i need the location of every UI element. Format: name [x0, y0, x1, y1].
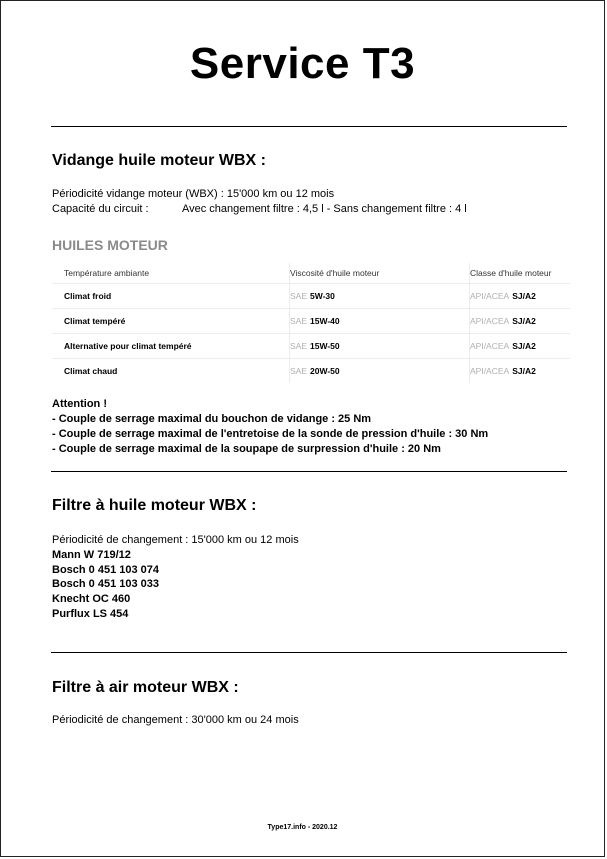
row-temperature: Climat froid	[64, 291, 112, 301]
table-row	[52, 334, 570, 359]
sae-prefix: SAE	[290, 341, 308, 351]
page-title: Service T3	[189, 39, 416, 88]
table-row	[52, 284, 570, 309]
api-prefix: API/ACEA	[470, 291, 510, 301]
row-viscosity	[289, 284, 460, 308]
section-heading-oil-filter: Filtre à huile moteur WBX :	[52, 497, 257, 514]
class-value: SJ/A2	[512, 341, 536, 351]
section-heading-air-filter: Filtre à air moteur WBX :	[52, 679, 239, 696]
row-viscosity	[289, 334, 460, 358]
capacity-line	[52, 203, 552, 215]
oil-filter-part: Bosch 0 451 103 033	[52, 578, 160, 590]
oil-filter-part: Purflux LS 454	[52, 608, 129, 620]
capacity-label: Capacité du circuit :	[52, 203, 149, 215]
oils-heading: HUILES MOTEUR	[52, 237, 168, 253]
header-temperature: Température ambiante	[64, 268, 150, 278]
viscosity-value: 15W-50	[310, 341, 340, 351]
class-value: SJ/A2	[512, 291, 536, 301]
attention-line: - Couple de serrage maximal du bouchon de vidange : 25 Nm	[52, 413, 372, 425]
sae-prefix: SAE	[290, 291, 308, 301]
divider	[51, 126, 567, 127]
air-filter-periodicity: Périodicité de changement : 30'000 km ou 24 mois	[52, 714, 299, 726]
divider	[51, 471, 567, 472]
sae-prefix: SAE	[290, 366, 308, 376]
row-viscosity	[289, 309, 460, 333]
api-prefix: API/ACEA	[470, 316, 510, 326]
oil-filter-periodicity: Périodicité de changement : 15'000 km ou 12 mois	[52, 534, 299, 546]
class-value: SJ/A2	[512, 316, 536, 326]
row-temperature: Climat tempéré	[64, 316, 126, 326]
viscosity-value: 5W-30	[310, 291, 335, 301]
vidange-periodicity: Périodicité vidange moteur (WBX) : 15'000 km ou 12 mois	[52, 188, 335, 200]
row-temperature: Climat chaud	[64, 366, 118, 376]
table-row	[52, 359, 570, 383]
header-class-text: Classe d'huile moteur	[470, 268, 552, 278]
capacity-value: Avec changement filtre : 4,5 l - Sans changement filtre : 4 l	[182, 203, 467, 215]
attention-heading: Attention !	[52, 398, 107, 410]
api-prefix: API/ACEA	[470, 341, 510, 351]
header-class	[469, 263, 571, 283]
attention-line: - Couple de serrage maximal de la soupape de surpression d'huile : 20 Nm	[52, 443, 441, 455]
oil-filter-part: Bosch 0 451 103 074	[52, 564, 160, 576]
header-viscosity-text: Viscosité d'huile moteur	[290, 268, 380, 278]
attention-line: - Couple de serrage maximal de l'entretoise de la sonde de pression d'huile : 30 Nm	[52, 428, 489, 440]
viscosity-value: 20W-50	[310, 366, 340, 376]
viscosity-value: 15W-40	[310, 316, 340, 326]
page-footer: Type17.info - 2020.12	[267, 824, 338, 831]
row-class	[469, 334, 571, 358]
row-class	[469, 284, 571, 308]
row-class	[469, 309, 571, 333]
table-header-row	[52, 263, 570, 284]
oils-table	[52, 263, 570, 383]
sae-prefix: SAE	[290, 316, 308, 326]
divider	[51, 652, 567, 653]
row-class	[469, 359, 571, 383]
class-value: SJ/A2	[512, 366, 536, 376]
row-temperature: Alternative pour climat tempéré	[64, 341, 192, 351]
oil-filter-part: Knecht OC 460	[52, 593, 131, 605]
header-viscosity	[289, 263, 460, 283]
oil-filter-part: Mann W 719/12	[52, 549, 131, 561]
row-viscosity	[289, 359, 460, 383]
table-row	[52, 309, 570, 334]
section-heading-vidange: Vidange huile moteur WBX :	[52, 152, 266, 169]
api-prefix: API/ACEA	[470, 366, 510, 376]
